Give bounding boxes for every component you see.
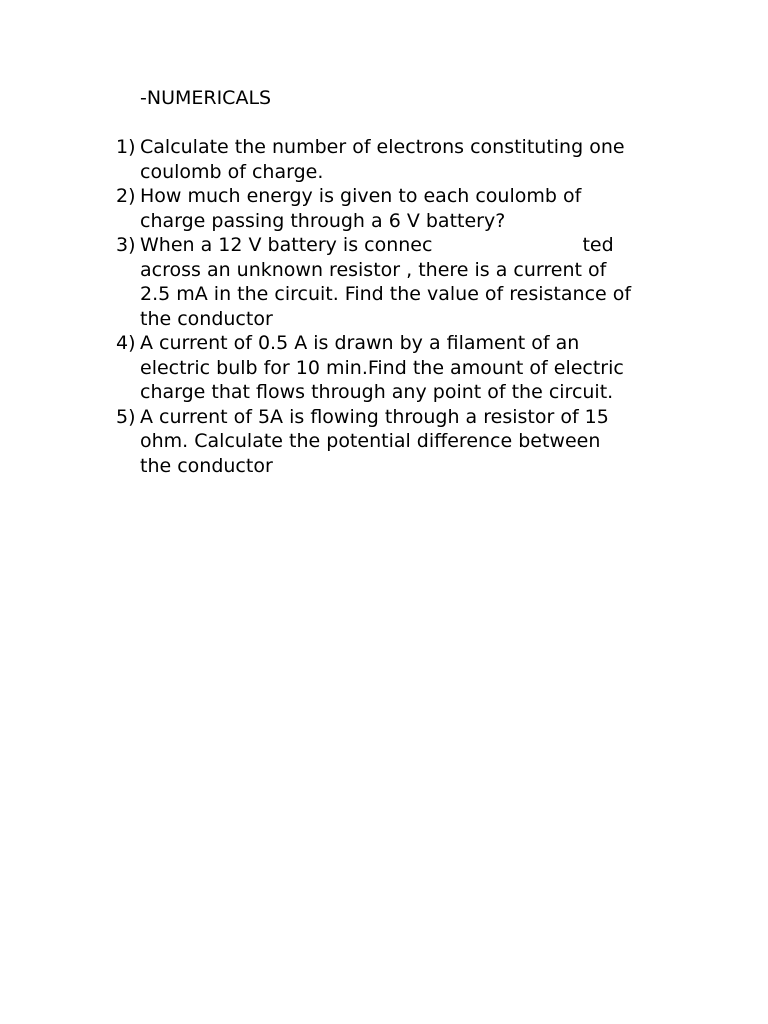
question-text-line: Calculate the number of electrons constituting one (140, 136, 625, 158)
question-text-line: charge passing through a 6 V battery? (140, 209, 506, 232)
question-text-line: electric bulb for 10 min.Find the amount of electric (140, 356, 624, 379)
question-number: 1) (116, 136, 136, 158)
question-text-line: A current of 0.5 A is drawn by a filament of an (140, 332, 580, 354)
question-list (116, 135, 696, 478)
question-text-line: the conductor (140, 454, 273, 477)
question-number: 2) (116, 185, 136, 207)
question-number: 5) (116, 405, 136, 428)
question-text-line: How much energy is given to each coulomb of (140, 185, 582, 207)
question-text-line: ohm. Calculate the potential difference between (140, 430, 601, 452)
question-text-line: 2.5 mA in the circuit. Find the value of resistance of (140, 283, 632, 305)
question-text-line: charge that flows through any point of the circuit. (140, 381, 614, 403)
question-item-3 (116, 233, 696, 331)
question-text-line (140, 233, 696, 258)
question-text-line: coulomb of charge. (140, 160, 324, 183)
question-number: 3) (116, 234, 136, 256)
question-item-4 (116, 331, 696, 405)
question-item-1 (116, 135, 696, 184)
question-item-5 (116, 405, 696, 479)
question-text-line: across an unknown resistor , there is a current of (140, 258, 607, 281)
question-text-line: A current of 5A is flowing through a resistor of 15 (140, 405, 609, 428)
question-number: 4) (116, 332, 136, 354)
question-text-line: the conductor (140, 307, 273, 330)
question-text-fragment: ted (582, 234, 614, 256)
question-item-2 (116, 184, 696, 233)
question-text-fragment: When a 12 V battery is connec (140, 234, 433, 256)
page-heading: -NUMERICALS (140, 87, 272, 109)
